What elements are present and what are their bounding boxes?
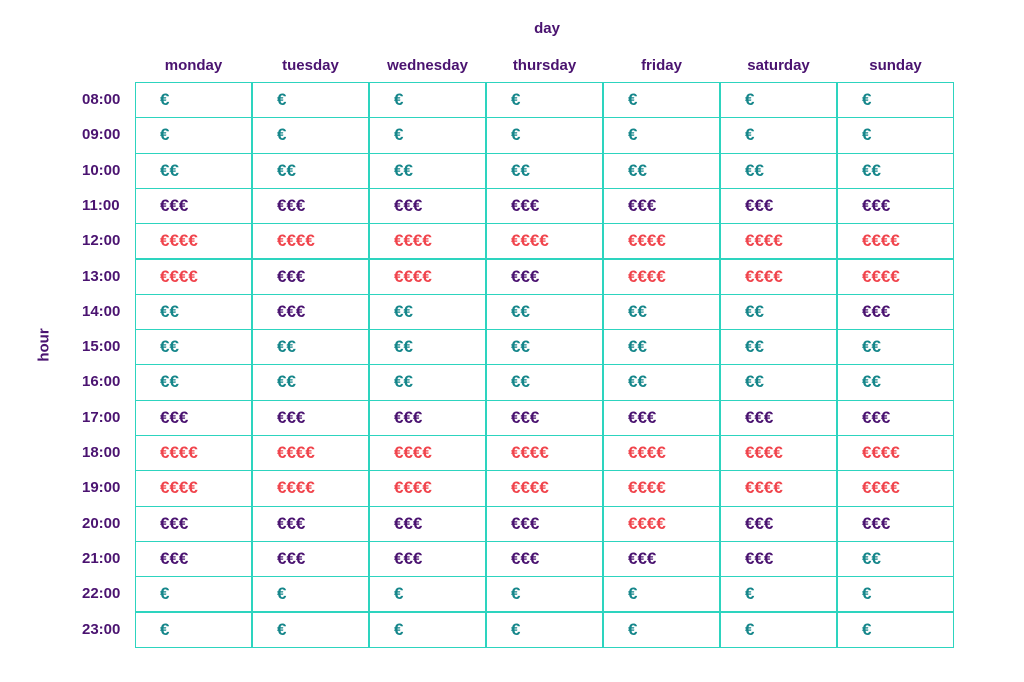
price-cell: €€€€ [252, 223, 369, 259]
price-cell: €€ [837, 329, 954, 365]
price-cell: €€€€ [486, 470, 603, 506]
price-cell: €€€ [603, 188, 720, 224]
price-cell: €€€ [486, 188, 603, 224]
price-cell: € [837, 117, 954, 153]
price-cell: €€ [603, 364, 720, 400]
price-cell: €€€€ [603, 259, 720, 295]
price-cell: €€ [135, 294, 252, 330]
price-cell: € [252, 82, 369, 118]
price-cell: €€€ [837, 400, 954, 436]
price-cell: € [720, 576, 837, 612]
price-cell: € [720, 82, 837, 118]
price-cell: €€€€ [603, 435, 720, 471]
price-cell: €€ [603, 153, 720, 189]
price-cell: € [369, 117, 486, 153]
price-cell: € [603, 576, 720, 612]
price-cell: € [135, 117, 252, 153]
price-cell: €€ [837, 364, 954, 400]
price-cell: €€€ [252, 400, 369, 436]
price-cell: €€ [837, 153, 954, 189]
price-cell: €€ [603, 294, 720, 330]
price-cell: € [603, 612, 720, 648]
price-cell: €€€€ [135, 223, 252, 259]
price-cell: €€€ [252, 294, 369, 330]
price-cell: € [135, 576, 252, 612]
price-cell: €€€€ [135, 259, 252, 295]
price-cell: €€€ [252, 259, 369, 295]
row-header-0800: 08:00 [82, 91, 121, 108]
price-cell: €€ [486, 329, 603, 365]
column-header-friday: friday [641, 57, 682, 74]
price-cell: € [135, 612, 252, 648]
price-cell: €€ [720, 329, 837, 365]
price-cell: €€€€ [369, 435, 486, 471]
price-cell: € [720, 612, 837, 648]
price-cell: €€€ [369, 506, 486, 542]
price-cell: €€ [837, 541, 954, 577]
price-cell: €€€€ [837, 259, 954, 295]
price-cell: €€€ [252, 506, 369, 542]
price-cell: €€€€ [720, 223, 837, 259]
row-header-1300: 13:00 [82, 267, 121, 285]
row-header-1700: 17:00 [82, 408, 121, 426]
price-cell: € [252, 117, 369, 153]
price-cell: €€€ [486, 259, 603, 295]
price-cell: € [369, 612, 486, 648]
price-cell: €€€€ [720, 435, 837, 471]
price-cell: € [603, 117, 720, 153]
row-header-1600: 16:00 [82, 373, 121, 391]
row-header-1200: 12:00 [82, 232, 121, 250]
price-cell: €€€€ [720, 470, 837, 506]
row-header-2200: 22:00 [82, 585, 121, 603]
price-cell: €€€ [486, 541, 603, 577]
price-cell: €€€€ [135, 470, 252, 506]
price-cell: €€ [135, 364, 252, 400]
x-axis-title: day [534, 20, 560, 37]
column-header-tuesday: tuesday [282, 57, 339, 74]
price-cell: €€ [369, 329, 486, 365]
price-cell: €€ [486, 153, 603, 189]
price-cell: €€€ [135, 400, 252, 436]
price-cell: €€€ [720, 506, 837, 542]
price-cell: €€ [135, 153, 252, 189]
price-cell: €€€ [720, 188, 837, 224]
row-header-1100: 11:00 [82, 196, 120, 214]
price-cell: €€€€ [252, 435, 369, 471]
price-cell: € [486, 82, 603, 118]
price-cell: € [369, 82, 486, 118]
row-header-1000: 10:00 [82, 161, 121, 179]
price-cell: € [135, 82, 252, 118]
price-cell: €€ [369, 153, 486, 189]
price-cell: €€€ [720, 400, 837, 436]
price-cell: €€€ [603, 400, 720, 436]
price-cell: € [837, 82, 954, 118]
price-cell: €€ [486, 294, 603, 330]
row-header-0900: 09:00 [82, 126, 121, 144]
price-cell: € [837, 576, 954, 612]
price-cell: € [837, 612, 954, 648]
row-header-2100: 21:00 [82, 549, 121, 567]
row-header-2300: 23:00 [82, 620, 121, 638]
column-header-thursday: thursday [512, 57, 577, 74]
price-cell: €€€ [720, 541, 837, 577]
price-cell: €€€ [369, 400, 486, 436]
row-header-2000: 20:00 [82, 514, 121, 532]
price-cell: €€€ [837, 188, 954, 224]
y-axis-title: hour [35, 328, 53, 362]
column-header-wednesday: wednesday [387, 57, 468, 74]
price-cell: € [252, 612, 369, 648]
price-cell: €€€ [486, 400, 603, 436]
price-cell: €€€€ [369, 470, 486, 506]
price-cell: € [486, 612, 603, 648]
price-cell: €€ [135, 329, 252, 365]
price-cell: €€ [720, 294, 837, 330]
row-header-1800: 18:00 [82, 444, 121, 461]
price-cell: €€€ [252, 541, 369, 577]
price-cell: €€€ [135, 188, 252, 224]
price-cell: €€ [252, 153, 369, 189]
price-cell: €€€ [369, 188, 486, 224]
price-cell: €€ [486, 364, 603, 400]
price-cell: €€ [720, 153, 837, 189]
price-cell: €€€€ [135, 435, 252, 471]
column-header-monday: monday [164, 57, 223, 74]
price-cell: €€€€ [837, 223, 954, 259]
price-cell: €€€€ [720, 259, 837, 295]
price-cell: €€€ [837, 294, 954, 330]
row-header-1500: 15:00 [82, 338, 121, 356]
row-header-1400: 14:00 [82, 302, 121, 320]
price-cell: €€ [369, 294, 486, 330]
price-cell: €€€€ [252, 470, 369, 506]
column-header-sunday: sunday [869, 57, 922, 74]
price-cell: €€ [252, 329, 369, 365]
price-cell: €€€€ [837, 470, 954, 506]
price-cell: €€ [369, 364, 486, 400]
price-cell: €€€€ [603, 470, 720, 506]
price-cell: € [603, 82, 720, 118]
price-cell: €€€ [135, 506, 252, 542]
price-cell: €€ [720, 364, 837, 400]
price-cell: €€€€ [486, 223, 603, 259]
price-cell: € [252, 576, 369, 612]
price-cell: € [720, 117, 837, 153]
price-cell: €€ [252, 364, 369, 400]
column-header-saturday: saturday [747, 57, 810, 74]
price-cell: €€€ [135, 541, 252, 577]
price-cell: € [369, 576, 486, 612]
price-cell: €€€€ [369, 223, 486, 259]
price-cell: €€€€ [369, 259, 486, 295]
price-cell: €€€ [486, 506, 603, 542]
price-cell: €€€€ [486, 435, 603, 471]
price-cell: €€€ [369, 541, 486, 577]
row-header-1900: 19:00 [82, 479, 121, 497]
price-cell: €€€€ [603, 223, 720, 259]
price-cell: €€€ [603, 541, 720, 577]
price-cell: €€€€ [837, 435, 954, 471]
price-cell: €€€ [837, 506, 954, 542]
price-cell: €€€€ [603, 506, 720, 542]
price-cell: €€ [603, 329, 720, 365]
price-cell: € [486, 576, 603, 612]
price-cell: €€€ [252, 188, 369, 224]
price-cell: € [486, 117, 603, 153]
